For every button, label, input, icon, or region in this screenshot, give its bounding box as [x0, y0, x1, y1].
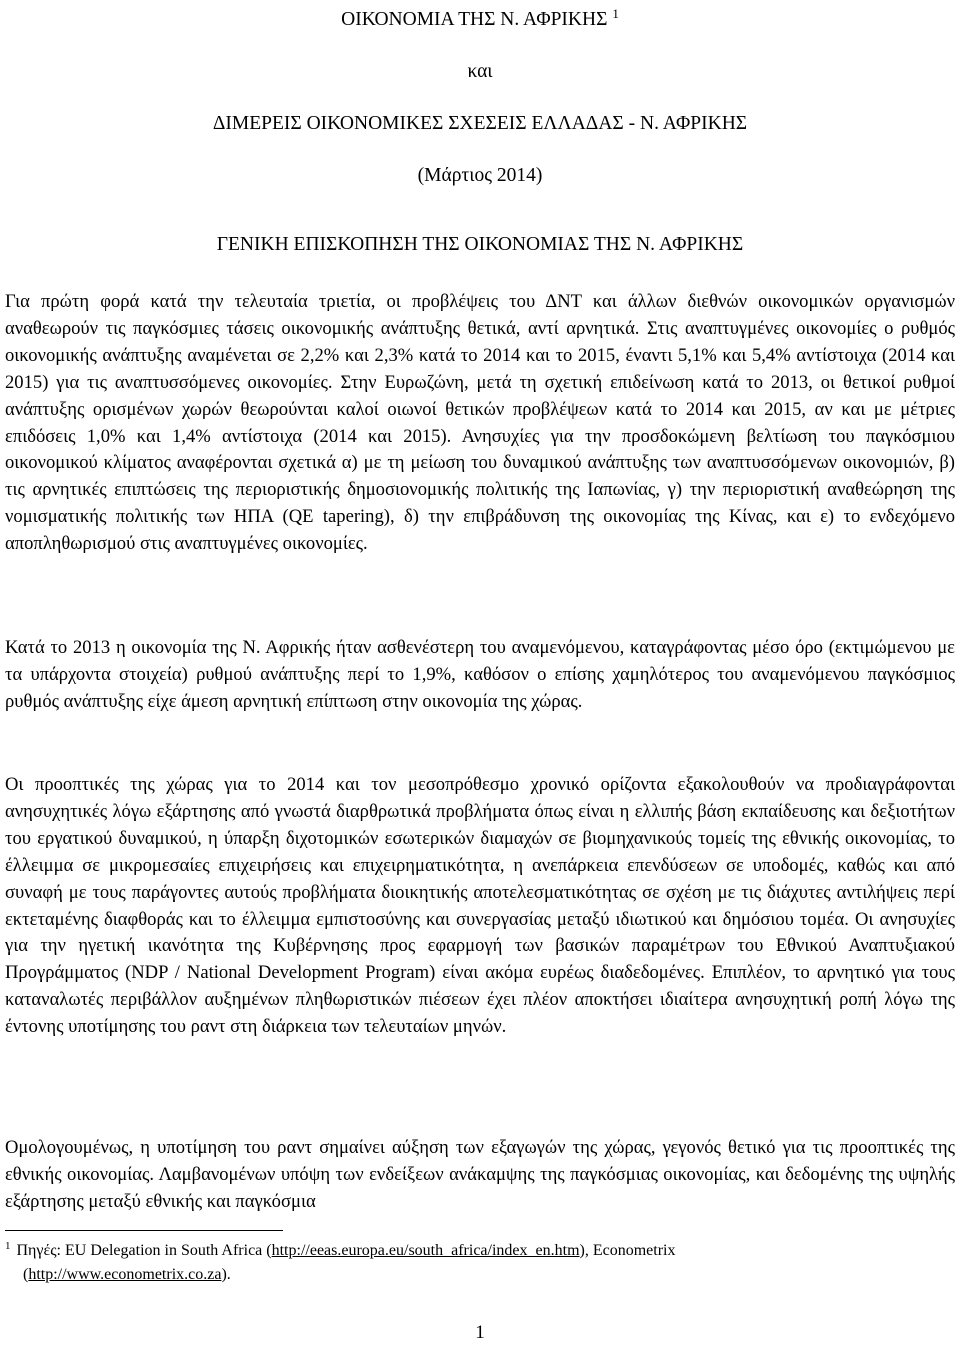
- title-line-1: ΟΙΚΟΝΟΜΙΑ ΤΗΣ Ν. ΑΦΡΙΚΗΣ: [341, 9, 608, 30]
- footnote-suffix: ).: [221, 1266, 231, 1283]
- footnote-line-1: [5, 1239, 955, 1263]
- footnote-prefix: Πηγές: EU Delegation in South Africa (: [16, 1242, 272, 1259]
- document-subtitle: ΔΙΜΕΡΕΙΣ ΟΙΚΟΝΟΜΙΚΕΣ ΣΧΕΣΕΙΣ ΕΛΛΑΔΑΣ - Ν. ΑΦΡΙΚΗΣ: [212, 113, 748, 134]
- paragraph-4: Ομολογουμένως, η υποτίμηση του ραντ σημαίνει αύξηση των εξαγωγών της χώρας, γεγονός θετικό για τις προοπτικές της εθνικής οικονομίας. Λαμβανομένων υπόψη των ενδείξεων ανάκαμψης της παγκόσμιας οικονομίας, και δεδομένης της υψηλής εξάρτησης μεταξύ εθνικής και παγκόσμια: [5, 1137, 955, 1212]
- paragraph-1: Για πρώτη φορά κατά την τελευταία τριετία, οι προβλέψεις του ΔΝΤ και άλλων διεθνών οικονομικών οργανισμών αναθεωρούν τις παγκόσμιες τάσεις οικονομικής ανάπτυξης θετικά, αντί αρνητικά. Στις αναπτυγμένες οικονομίες ο ρυθμός οικονομικής ανάπτυξης αναμένεται σε 2,2% και 2,3% κατά το 2014 και το 2015, έναντι 5,1% και 5,4% αντίστοιχα (2014 και 2015) για τις αναπτυσσόμενες οικονομίες. Στην Ευρωζώνη, μετά τη σχετική επιδείνωση κατά το 2013, οι θετικοί ρυθμοί ανάπτυξης ορισμένων χωρών θεωρούνται καλοί οιωνοί θετικών προβλέψεων κατά το 2014 και 2015, αν και με μέτριες επιδόσεις 1,0% και 1,4% αντίστοιχα (2014 και 2015). Ανησυχίες για την προσδοκώμενη βελτίωση του παγκόσμιου οικονομικού κλίματος αναφέρονται σχετικά α) με τη μείωση του δυναμικού ανάπτυξης των αναπτυσσόμενων οικονομιών, β) τις αρνητικές επιπτώσεις της περιοριστικής δημοσιονομικής πολιτικής της Ιαπωνίας, γ) την περιοριστική αναθεώρηση της νομισματικής πολιτικής των ΗΠΑ (QE tapering), δ) την επιβράδυνση της οικονομίας της Κίνας, και ε) το ενδεχόμενο αποπληθωρισμού στις αναπτυγμένες οικονομίες.: [5, 291, 955, 555]
- footnote-reference[interactable]: 1: [612, 6, 619, 21]
- paragraph-2: Κατά το 2013 η οικονομία της Ν. Αφρικής ήταν ασθενέστερη του αναμενόμενου, καταγράφοντας μέσο όρο (εκτιμώμενου με τα υπάρχοντα στοιχεία) ρυθμού ανάπτυξης περί το 1,9%, καθόσον ο επίσης χαμηλότερος του αναμενόμενου παγκόσμιος ρυθμός ανάπτυξης είχε άμεση αρνητική επίπτωση στην οικονομία της χώρας.: [5, 637, 955, 712]
- footnote-mark: 1: [5, 1240, 11, 1252]
- footnote-open-paren: (: [23, 1266, 29, 1283]
- footnote-middle: ), Econometrix: [579, 1242, 676, 1259]
- footnote-link-eeas[interactable]: http://eeas.europa.eu/south_africa/index_en.htm: [271, 1242, 580, 1259]
- document-date: (Μάρτιος 2014): [417, 165, 543, 186]
- footnote-divider: [5, 1230, 283, 1231]
- footnote-line-2: [5, 1263, 955, 1287]
- section-heading: ΓΕΝΙΚΗ ΕΠΙΣΚΟΠΗΣΗ ΤΗΣ ΟΙΚΟΝΟΜΙΑΣ ΤΗΣ Ν. ΑΦΡΙΚΗΣ: [216, 234, 744, 255]
- paragraph-3: Οι προοπτικές της χώρας για το 2014 και τον μεσοπρόθεσμο χρονικό ορίζοντα εξακολουθούν να προδιαγράφονται ανησυχητικές λόγω εξάρτησης από γνωστά διαρθρωτικά προβλήματα όπως είναι η ελλιπής βάση εκπαίδευσης και δεξιοτήτων του εργατικού δυναμικού, η ύπαρξη διχοτομικών εσωτερικών διαμαχών σε βιομηχανικούς τομείς της εθνικής οικονομίας, το έλλειμμα σε μικρομεσαίες επιχειρήσεις και επιχειρηματικότητα, η ανεπάρκεια επενδύσεων σε υποδομές, καθώς και από συναφή με τους παράγοντες αυτούς προβλήματα διοικητικής αποτελεσματικότητας σε σχέση με τις διάχυτες αντιλήψεις περί εκτεταμένης διαφθοράς και το έλλειμμα εμπιστοσύνης και συνεργασίας μεταξύ ιδιωτικού και δημόσιου τομέα. Οι ανησυχίες για την ηγετική ικανότητα της Κυβέρνησης προς εφαρμογή των βασικών παραμέτρων του Εθνικού Αναπτυξιακού Προγράμματος (NDP / National Development Program) είναι ακόμα ευρέως διαδεδομένες. Επιπλέον, το αρνητικό για τους καταναλωτές περιβάλλον αυξημένων πληθωριστικών πιέσεων έχει πλέον αποκτήσει ιδιαίτερα ανησυχητική ροπή λόγω της έντονης υποτίμησης του ραντ στη διάρκεια των τελευταίων μηνών.: [5, 774, 955, 1038]
- page-number: 1: [475, 1322, 485, 1343]
- document-title: [5, 8, 955, 32]
- footnote-link-econometrix[interactable]: http://www.econometrix.co.za: [28, 1266, 222, 1283]
- title-conjunction: και: [467, 61, 493, 82]
- footnote: [5, 1239, 955, 1287]
